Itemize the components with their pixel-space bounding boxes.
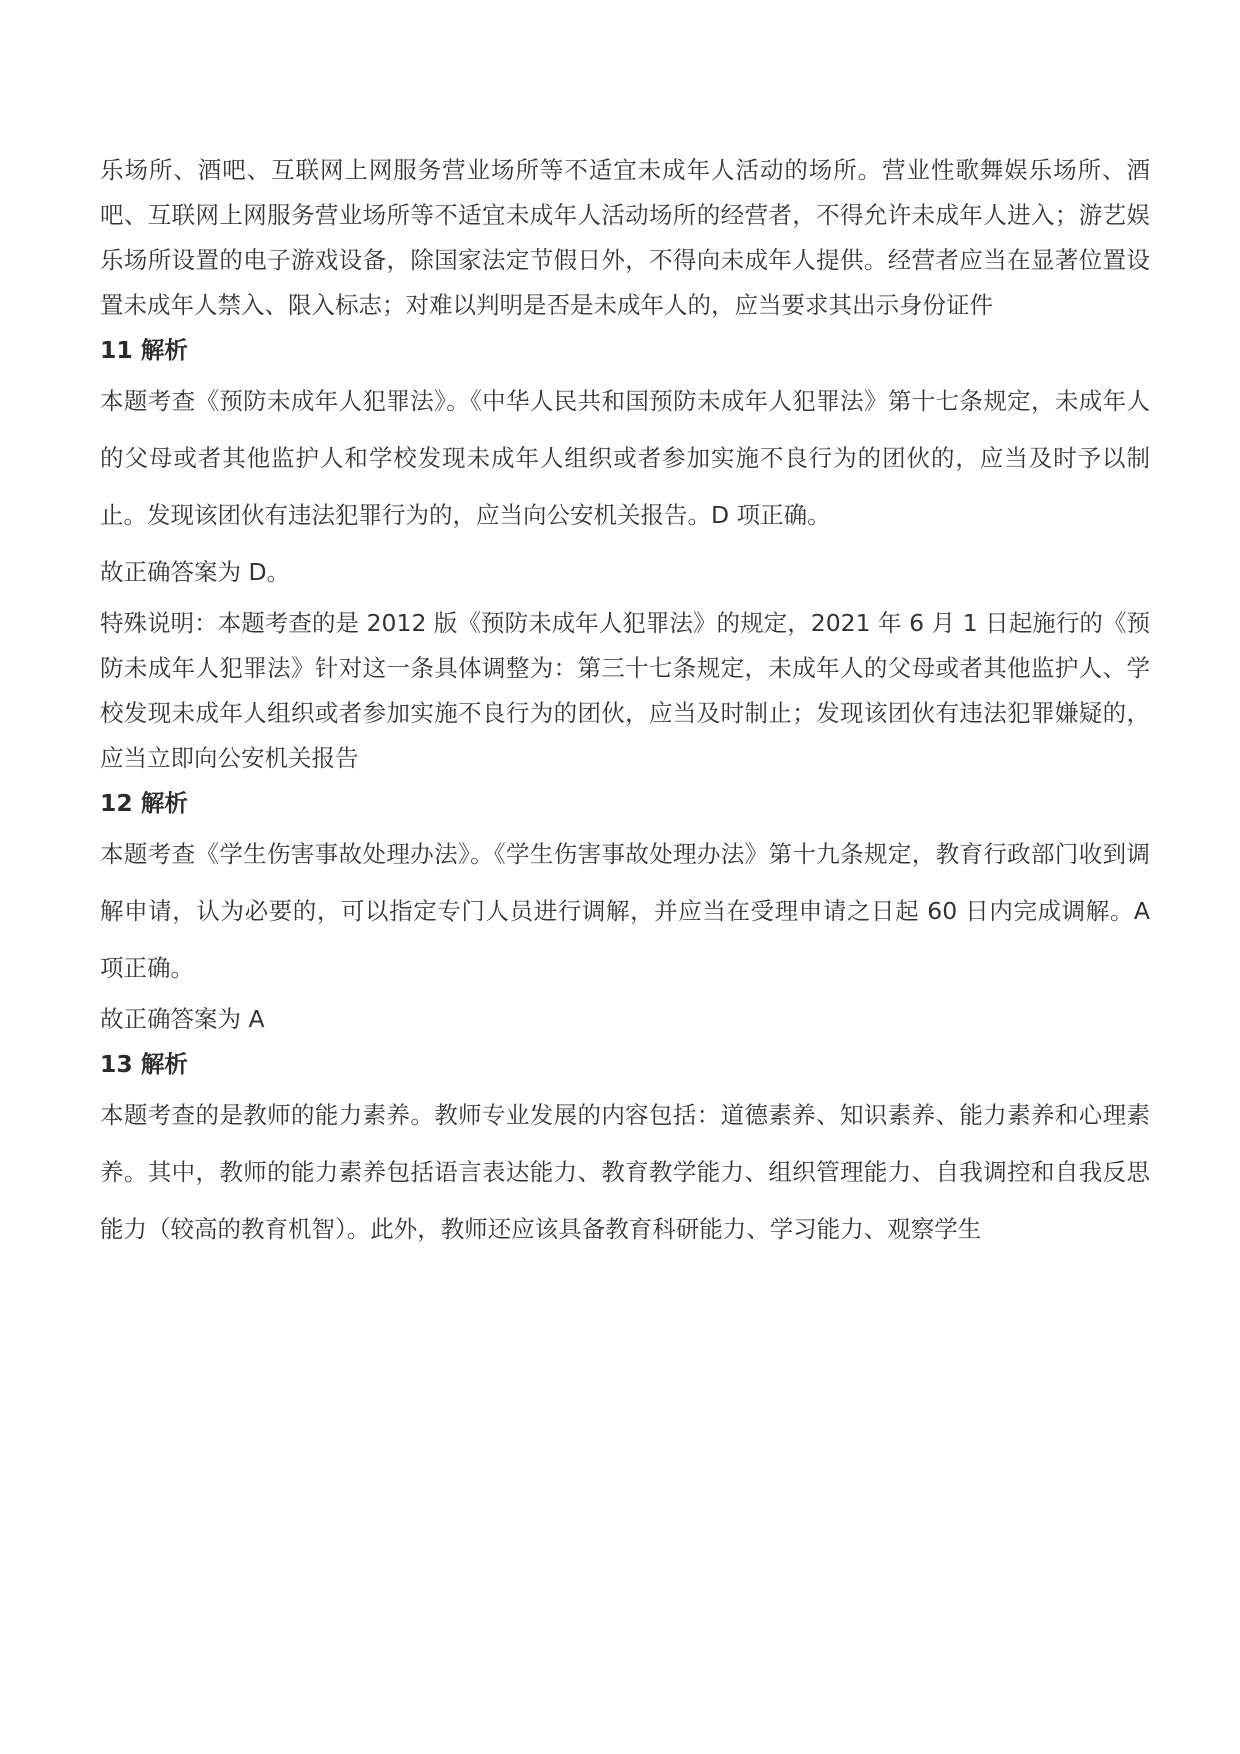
paragraph-venue-rules: 乐场所、酒吧、互联网上网服务营业场所等不适宜未成年人活动的场所。营业性歌舞娱乐场所、酒吧、互联网上网服务营业场所等不适宜未成年人活动场所的经营者，不得允许未成年人进入；游艺娱乐场所设置的电子游戏设备，除国家法定节假日外，不得向未成年人提供。经营者应当在显著位置设置未成年人禁入、限入标志；对难以判明是否是未成年人的，应当要求其出示身份证件	[100, 156, 1150, 319]
paragraph-11-answer: 故正确答案为 D。	[100, 558, 291, 586]
heading-11: 11 解析	[100, 336, 188, 364]
paragraph-11-special-note: 特殊说明：本题考查的是 2012 版《预防未成年人犯罪法》的规定，2021 年 6 月 1 日起施行的《预防未成年人犯罪法》针对这一条具体调整为：第三十七条规定，未成年人的父母或者其他监护人、学校发现未成年人组织或者参加实施不良行为的团伙，应当及时制止；发现该团伙有违法犯罪嫌疑的，应当立即向公安机关报告	[100, 609, 1150, 772]
paragraph-12-answer: 故正确答案为 A	[100, 1005, 265, 1033]
paragraph-12-analysis: 本题考查《学生伤害事故处理办法》。《学生伤害事故处理办法》第十九条规定，教育行政部门收到调解申请，认为必要的，可以指定专门人员进行调解，并应当在受理申请之日起 60 日内完成调解。A 项正确。	[100, 840, 1150, 982]
paragraph-11-analysis: 本题考查《预防未成年人犯罪法》。《中华人民共和国预防未成年人犯罪法》第十七条规定，未成年人的父母或者其他监护人和学校发现未成年人组织或者参加实施不良行为的团伙的，应当及时予以制止。发现该团伙有违法犯罪行为的，应当向公安机关报告。D 项正确。	[100, 387, 1150, 529]
heading-12: 12 解析	[100, 789, 188, 817]
heading-13: 13 解析	[100, 1050, 188, 1078]
paragraph-13-analysis: 本题考查的是教师的能力素养。教师专业发展的内容包括：道德素养、知识素养、能力素养和心理素养。其中，教师的能力素养包括语言表达能力、教育教学能力、组织管理能力、自我调控和自我反思能力（较高的教育机智）。此外，教师还应该具备教育科研能力、学习能力、观察学生	[100, 1101, 1150, 1243]
